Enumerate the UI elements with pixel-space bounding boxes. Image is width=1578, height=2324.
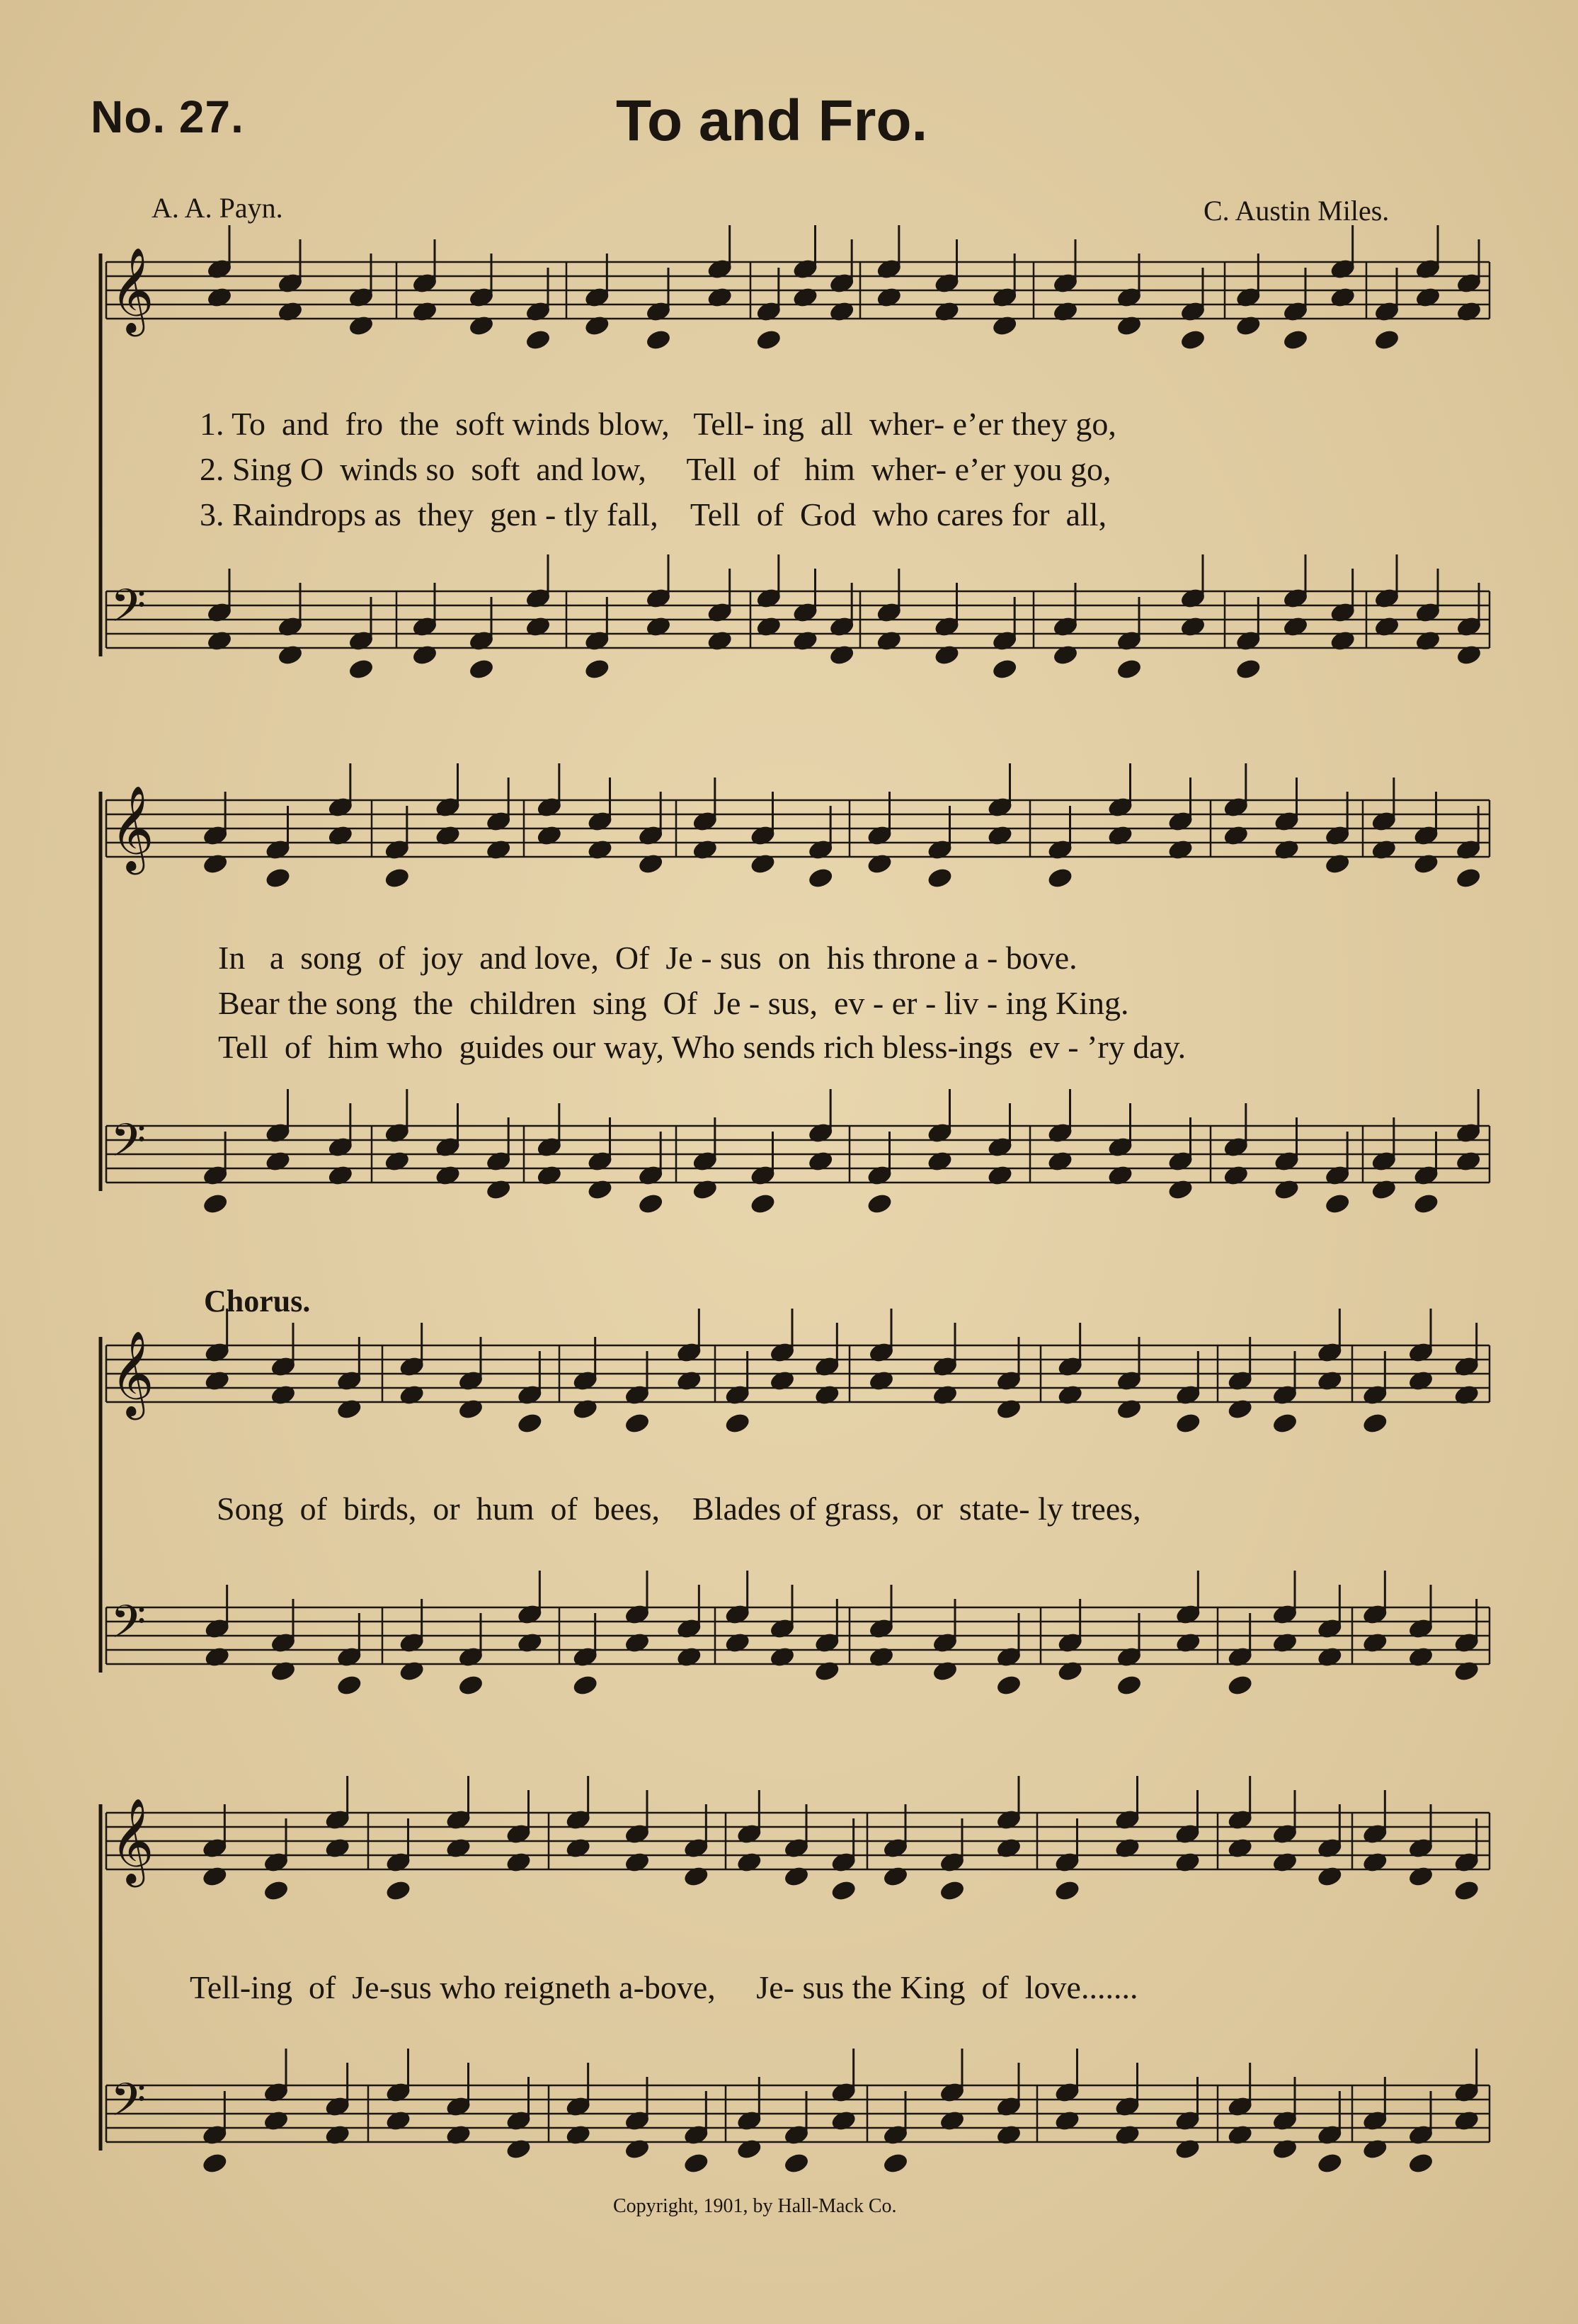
note-head bbox=[883, 2153, 908, 2174]
verse-3-line-2: Tell of him who guides our way, Who sends rich bless-ings ev - ’ry day. bbox=[218, 1029, 1187, 1065]
chorus-line-1: Song of birds, or hum of bees, Blades of grass, or state- ly trees, bbox=[217, 1491, 1141, 1527]
note-head bbox=[939, 1880, 964, 1901]
note-head bbox=[1228, 1675, 1252, 1696]
note-head bbox=[750, 1193, 775, 1214]
chorus-label: Chorus. bbox=[204, 1284, 311, 1318]
note-head bbox=[202, 2153, 227, 2174]
note-head bbox=[203, 1193, 228, 1214]
note-head bbox=[1325, 1193, 1350, 1214]
note-head bbox=[1180, 329, 1205, 351]
note-head bbox=[1283, 329, 1308, 351]
bass-clef-icon: 𝄢 bbox=[110, 1596, 147, 1660]
composer-credit: C. Austin Miles. bbox=[1203, 195, 1390, 227]
note-head bbox=[1456, 867, 1481, 889]
note-head bbox=[1055, 1880, 1080, 1901]
note-head bbox=[337, 1675, 362, 1696]
note-head bbox=[1317, 2153, 1342, 2174]
verse-3-line-1: 3. Raindrops as they gen - tly fall, Tell of God who cares for all, bbox=[200, 496, 1107, 532]
note-head bbox=[646, 329, 670, 351]
note-head bbox=[384, 867, 409, 889]
note-head bbox=[1363, 1413, 1388, 1434]
bass-clef-icon: 𝄢 bbox=[110, 2074, 147, 2138]
note-head bbox=[624, 1413, 649, 1434]
note-head bbox=[867, 1193, 892, 1214]
note-head bbox=[386, 1880, 411, 1901]
note-head bbox=[756, 329, 781, 351]
verse-1-line-2: In a song of joy and love, Of Je - sus on his throne a - bove. bbox=[218, 940, 1077, 976]
note-head bbox=[725, 1413, 750, 1434]
note-head bbox=[585, 659, 610, 680]
note-head bbox=[1048, 867, 1073, 889]
note-head bbox=[927, 867, 952, 889]
note-head bbox=[1176, 1413, 1201, 1434]
note-head bbox=[1116, 659, 1141, 680]
note-head bbox=[808, 867, 833, 889]
note-head bbox=[469, 659, 493, 680]
note-head bbox=[996, 1675, 1021, 1696]
chorus-line-2: Tell-ing of Je-sus who reigneth a-bove, Je- sus the King of love....... bbox=[190, 1969, 1138, 2005]
note-head bbox=[1374, 329, 1399, 351]
note-head bbox=[684, 2153, 709, 2174]
note-head bbox=[1408, 2153, 1433, 2174]
hymn-title: To and Fro. bbox=[616, 89, 928, 153]
note-head bbox=[263, 1880, 288, 1901]
note-head bbox=[639, 1193, 663, 1214]
copyright-notice: Copyright, 1901, by Hall-Mack Co. bbox=[613, 2195, 897, 2217]
note-head bbox=[1116, 1675, 1141, 1696]
note-head bbox=[1454, 1880, 1479, 1901]
treble-clef-icon: 𝄞 bbox=[110, 1797, 154, 1884]
note-head bbox=[265, 867, 290, 889]
treble-clef-icon: 𝄞 bbox=[110, 246, 154, 333]
bass-clef-icon: 𝄢 bbox=[110, 1115, 147, 1178]
lyricist-credit: A. A. Payn. bbox=[151, 192, 283, 224]
note-head bbox=[573, 1675, 598, 1696]
note-head bbox=[1236, 659, 1261, 680]
note-head bbox=[1414, 1193, 1439, 1214]
note-head bbox=[993, 659, 1017, 680]
note-head bbox=[518, 1413, 542, 1434]
verse-2-line-1: 2. Sing O winds so soft and low, Tell of him wher- e’er you go, bbox=[200, 451, 1111, 487]
note-head bbox=[1272, 1413, 1297, 1434]
verse-1-line-1: 1. To and fro the soft winds blow, Tell- ing all wher- e’er they go, bbox=[200, 406, 1116, 442]
treble-clef-icon: 𝄞 bbox=[110, 1330, 154, 1416]
note-head bbox=[525, 329, 550, 351]
hymn-number: No. 27. bbox=[91, 91, 244, 142]
note-head bbox=[784, 2153, 808, 2174]
bass-clef-icon: 𝄢 bbox=[110, 580, 147, 644]
note-head bbox=[458, 1675, 483, 1696]
verse-2-line-2: Bear the song the children sing Of Je - sus, ev - er - liv - ing King. bbox=[218, 985, 1129, 1021]
treble-clef-icon: 𝄞 bbox=[110, 785, 154, 871]
note-head bbox=[348, 659, 373, 680]
note-head bbox=[831, 1880, 856, 1901]
